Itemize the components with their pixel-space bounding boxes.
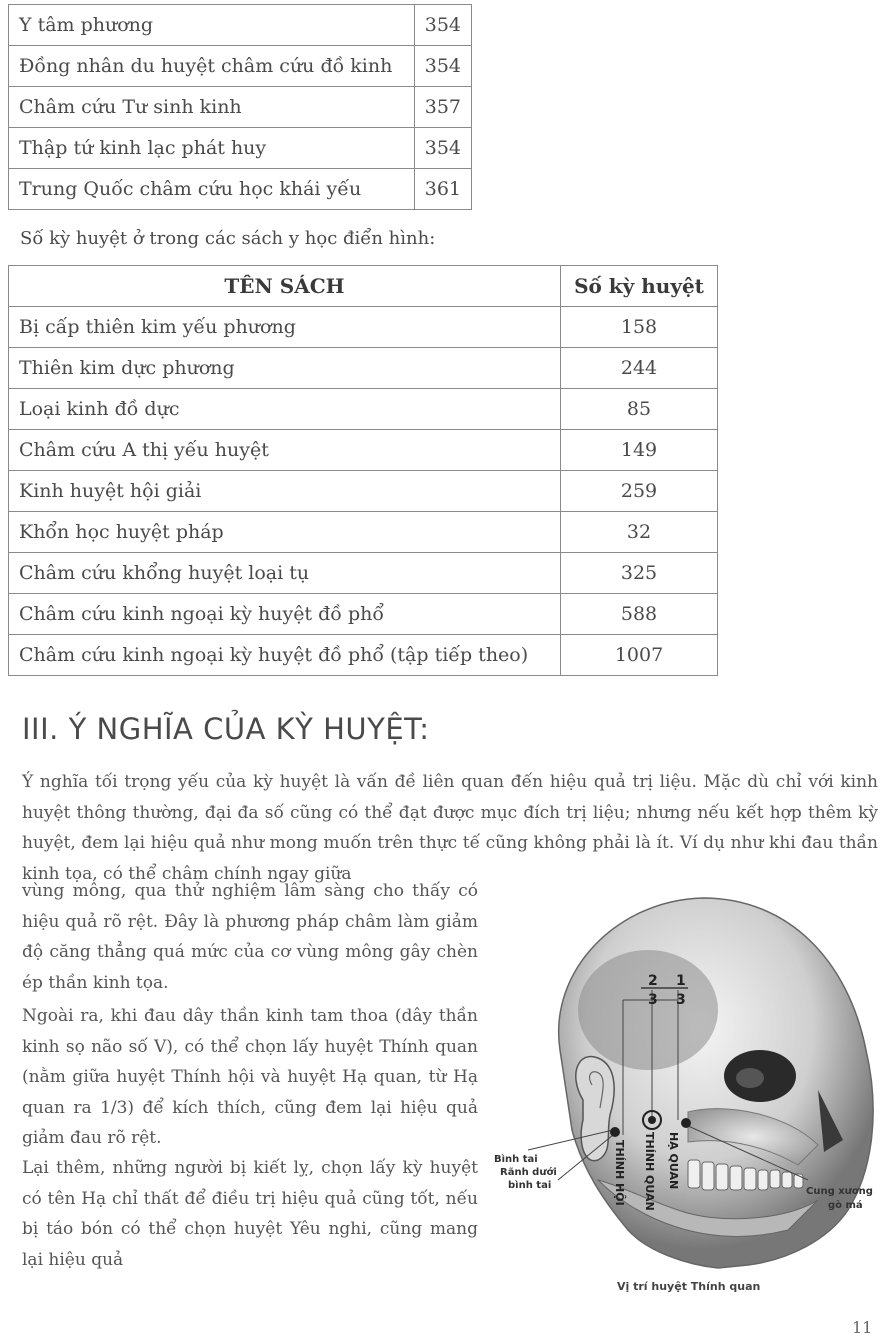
table-caption: Số kỳ huyệt ở trong các sách y học điển hình: (20, 228, 436, 249)
fraction-2-label: 2 (648, 973, 658, 989)
thinh-quan-label: THÍNH QUAN (643, 1132, 656, 1211)
table-row (9, 169, 472, 210)
header-book-name: TÊN SÁCH (9, 266, 561, 307)
ha-quan-label: HẠ QUAN (667, 1132, 680, 1190)
acupoint-count-cell: 85 (561, 389, 718, 430)
paragraph-1: Ý nghĩa tối trọng yếu của kỳ huyệt là vấn đề liên quan đến hiệu quả trị liệu. Mặc dù chỉ với kinh huyệt thông thường, đại đa số cũng có thể đạt được mục đích trị liệu; nhưng nếu kết hợp thêm kỳ huyệt, đem lại hiệu quả như mong muốn trên thực tế cũng không phải là ít. Ví dụ như khi đau thần kinh tọa, có thể châm chính ngay giữa (22, 772, 878, 884)
book-name-cell: Kinh huyệt hội giải (9, 471, 561, 512)
paragraph-1-continued: vùng mông, qua thử nghiệm lâm sàng cho thấy có hiệu quả rõ rệt. Đây là phương pháp châm làm giảm độ căng thẳng quá mức của cơ vùng mông gây chèn ép thần kinh tọa. (22, 881, 478, 993)
fraction-3b-label: 3 (676, 992, 686, 1008)
acupoint-count-cell: 354 (414, 46, 471, 87)
acupoint-count-table-top (8, 4, 472, 210)
table-row (9, 46, 472, 87)
book-name-cell: Bị cấp thiên kim yếu phương (9, 307, 561, 348)
book-name-cell: Châm cứu A thị yếu huyệt (9, 430, 561, 471)
header-acupoint-count: Số kỳ huyệt (561, 266, 718, 307)
fraction-3a-label: 3 (648, 992, 658, 1008)
acupoint-count-cell: 259 (561, 471, 718, 512)
book-name-cell: Châm cứu kinh ngoại kỳ huyệt đồ phổ (tập tiếp theo) (9, 635, 561, 676)
section-heading: III. Ý NGHĨA CỦA KỲ HUYỆT: (22, 712, 430, 746)
book-name-cell: Khổn học huyệt pháp (9, 512, 561, 553)
classic-books-table (8, 265, 718, 676)
acupoint-count-cell: 354 (414, 128, 471, 169)
thinh-hoi-label: THÍNH HỘI (613, 1140, 626, 1206)
acupoint-count-cell: 361 (414, 169, 471, 210)
ranh-duoi-label: Rãnh dưới (500, 1167, 557, 1178)
acupoint-count-cell: 588 (561, 594, 718, 635)
paragraph-2: Ngoài ra, khi đau dây thần kinh tam thoa (dây thần kinh sọ não số V), có thể chọn lấy huyệt Thính quan (nằm giữa huyệt Thính hội và huyệt Hạ quan, từ Hạ quan ra 1/3) để kích thích, cũng đem lại hiệu quả giảm đau rõ rệt. (22, 1006, 478, 1148)
book-name-cell: Châm cứu Tư sinh kinh (9, 87, 415, 128)
table-row (9, 87, 472, 128)
table-row (9, 594, 718, 635)
acupoint-count-cell: 325 (561, 553, 718, 594)
table-header-row (9, 266, 718, 307)
book-name-cell: Trung Quốc châm cứu học khái yếu (9, 169, 415, 210)
table-row (9, 512, 718, 553)
table-row (9, 307, 718, 348)
binh-tai-label: Bình tai (494, 1154, 538, 1165)
acupoint-count-cell: 354 (414, 5, 471, 46)
book-name-cell: Thiên kim dực phương (9, 348, 561, 389)
binh-tai-2-label: bình tai (508, 1180, 552, 1191)
skull-figure (488, 880, 880, 1280)
table-row (9, 553, 718, 594)
cung-xuong-label: Cung xương (806, 1186, 873, 1197)
book-name-cell: Đồng nhân du huyệt châm cứu đồ kinh (9, 46, 415, 87)
book-name-cell: Châm cứu kinh ngoại kỳ huyệt đồ phổ (9, 594, 561, 635)
acupoint-count-cell: 1007 (561, 635, 718, 676)
book-name-cell: Loại kinh đồ dực (9, 389, 561, 430)
acupoint-count-cell: 32 (561, 512, 718, 553)
table-row (9, 635, 718, 676)
table-row (9, 389, 718, 430)
book-name-cell: Thập tứ kinh lạc phát huy (9, 128, 415, 169)
go-ma-label: gò má (828, 1200, 863, 1211)
acupoint-count-cell: 357 (414, 87, 471, 128)
table-row (9, 348, 718, 389)
table-row (9, 430, 718, 471)
skull-illustration (488, 880, 880, 1280)
acupoint-count-cell: 158 (561, 307, 718, 348)
table-row (9, 128, 472, 169)
book-name-cell: Châm cứu khổng huyệt loại tụ (9, 553, 561, 594)
page-number: 11 (852, 1318, 873, 1337)
figure-caption: Vị trí huyệt Thính quan (617, 1280, 761, 1293)
paragraph-3: Lại thêm, những người bị kiết lỵ, chọn lấy kỳ huyệt có tên Hạ chỉ thất để điều trị hiệu quả cũng tốt, nếu bị táo bón có thể chọn huyệt Yêu nghi, cũng mang lại hiệu quả (22, 1158, 478, 1270)
acupoint-count-cell: 149 (561, 430, 718, 471)
table-row (9, 5, 472, 46)
acupoint-count-cell: 244 (561, 348, 718, 389)
book-name-cell: Y tâm phương (9, 5, 415, 46)
fraction-1-label: 1 (676, 973, 686, 989)
table-row (9, 471, 718, 512)
